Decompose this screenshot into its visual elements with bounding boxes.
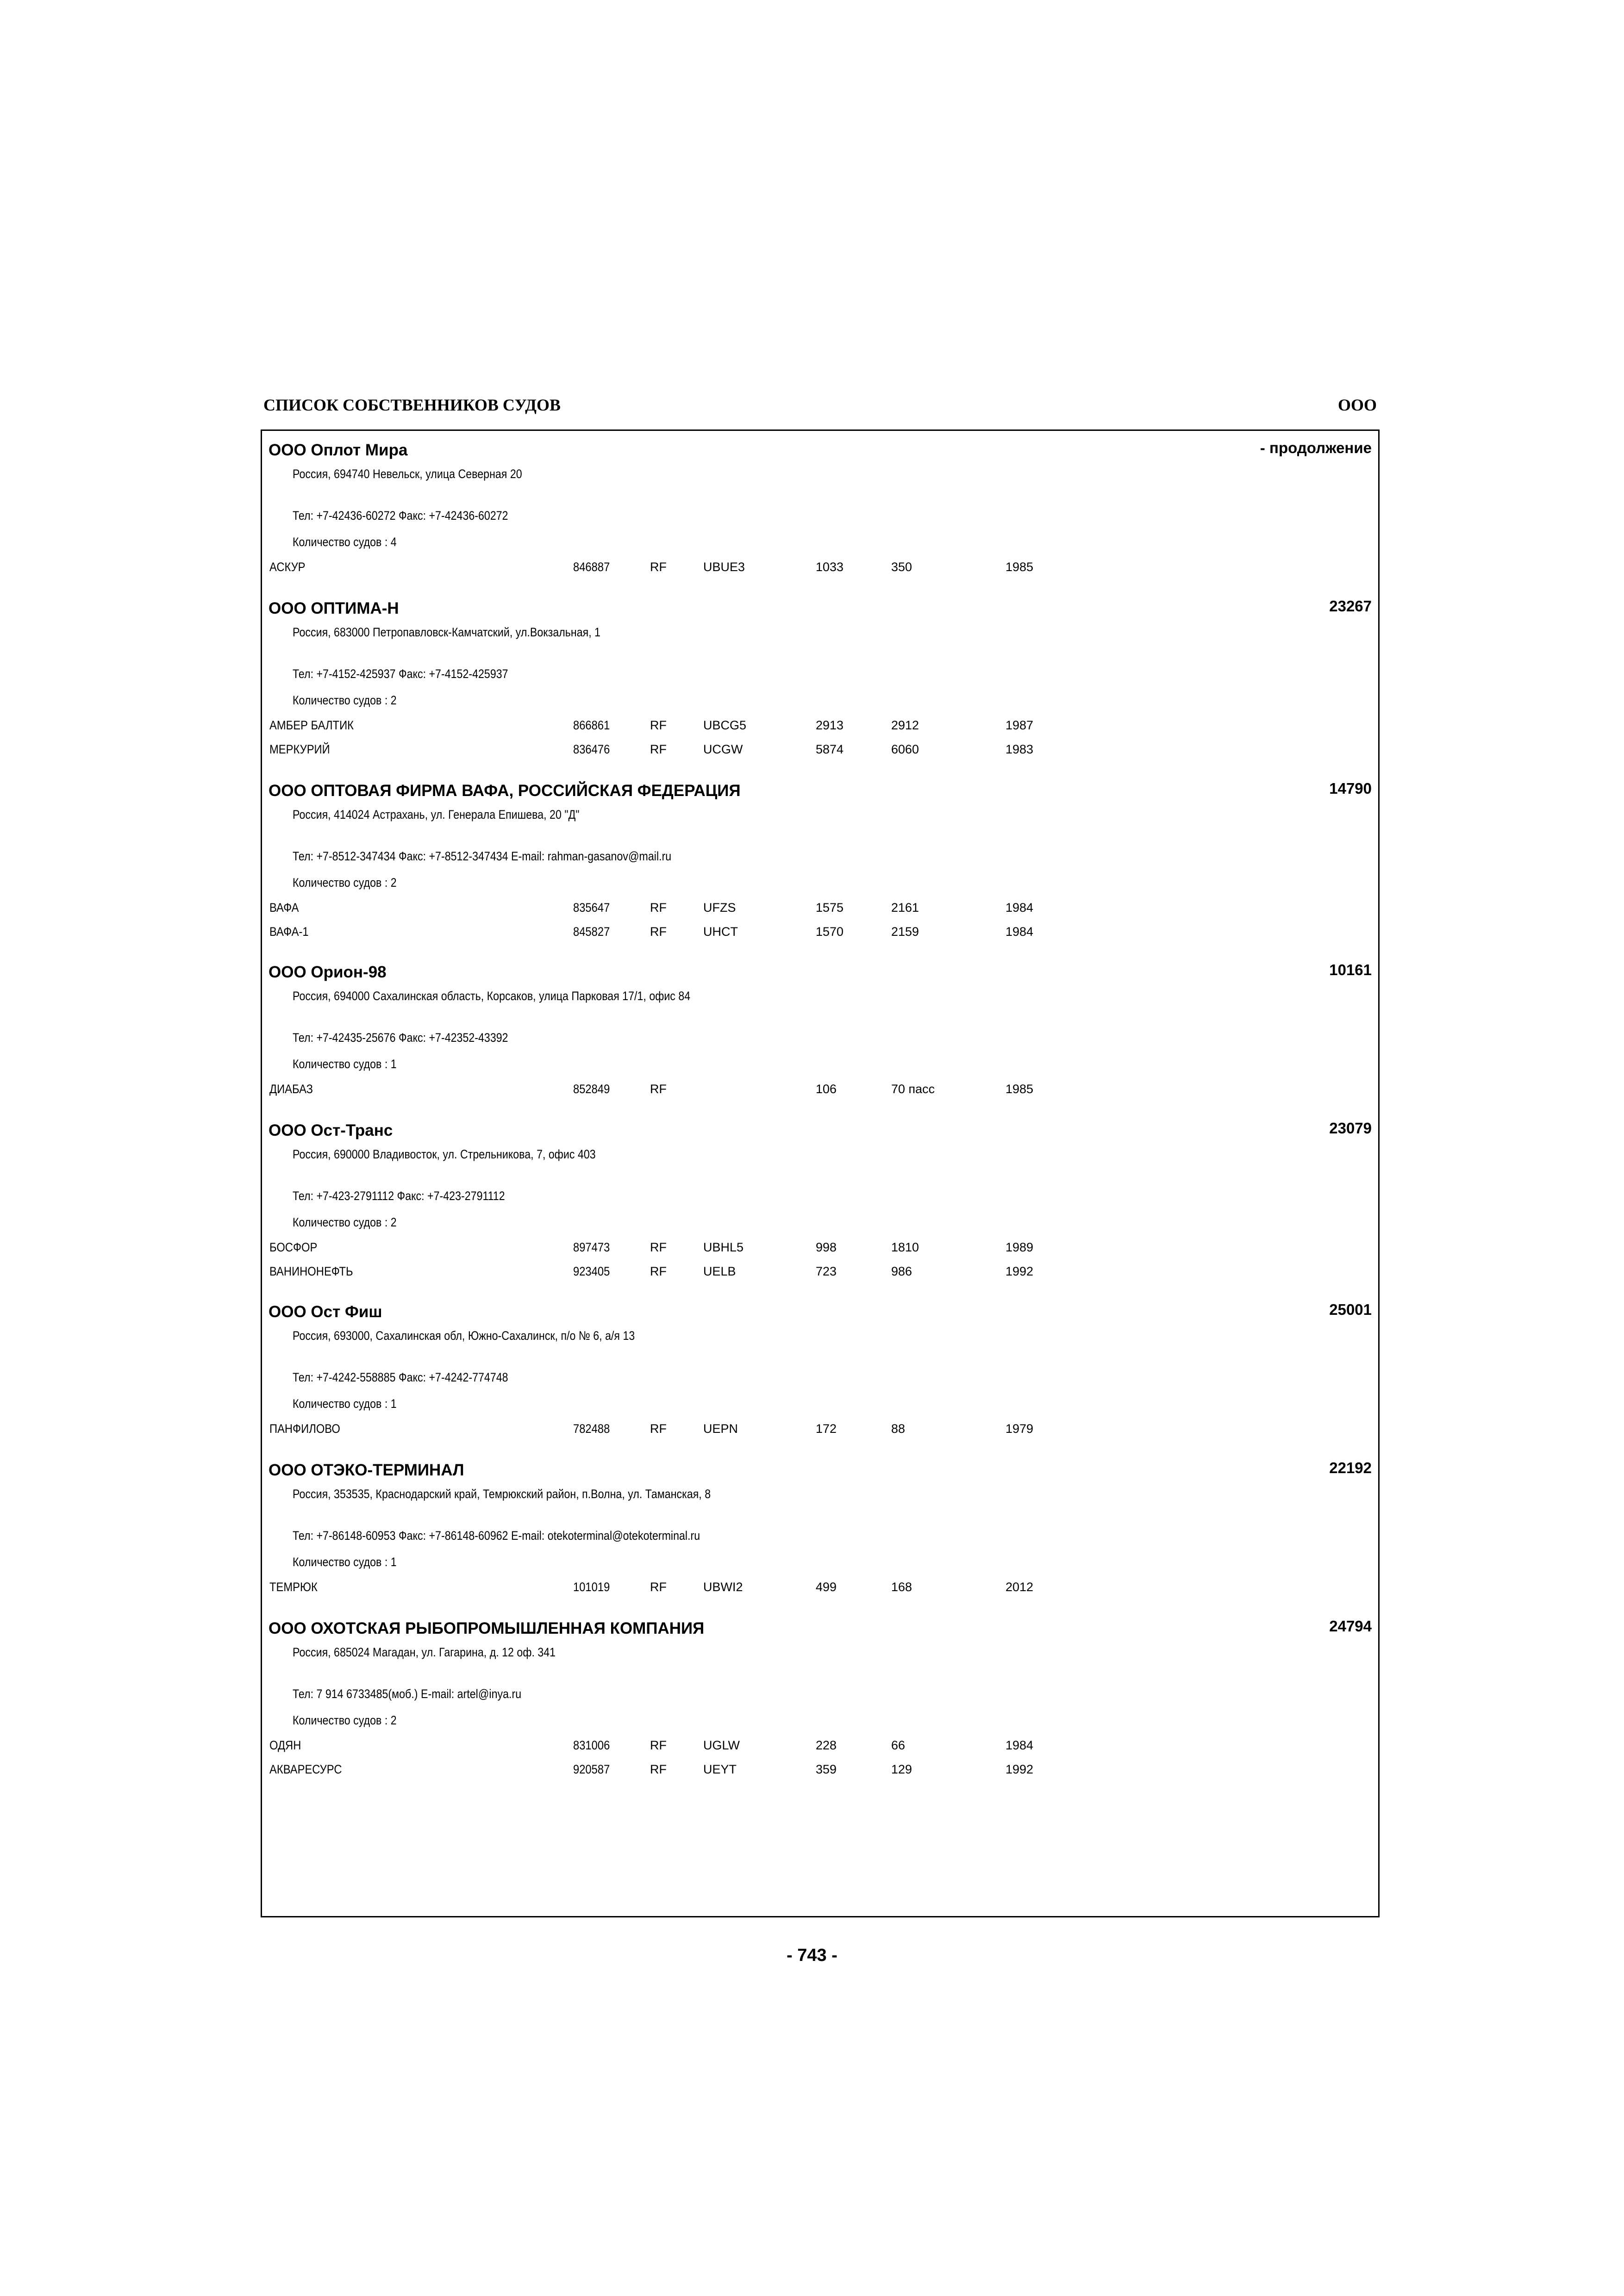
- company-name: ООО Оплот Мира: [269, 441, 408, 459]
- vessel-id: 897473: [573, 1240, 610, 1254]
- company-address: Россия, 683000 Петропавловск-Камчатский, ул.Вокзальная, 1: [293, 625, 601, 639]
- vessel-row: [262, 1762, 1378, 1781]
- vessel-gross-tonnage: 1570: [816, 925, 844, 939]
- vessel-flag: RF: [650, 901, 667, 915]
- vessel-build-year: 1992: [1006, 1264, 1034, 1278]
- vessel-row: [262, 1264, 1378, 1283]
- vessel-flag: RF: [650, 1082, 667, 1096]
- vessel-id: 836476: [573, 742, 610, 756]
- vessel-row: [262, 560, 1378, 579]
- company-code: 23267: [1329, 597, 1372, 615]
- vessel-deadweight: 129: [891, 1762, 912, 1776]
- company-contacts: Тел: +7-42436-60272 Факс: +7-42436-60272: [293, 509, 508, 523]
- vessel-deadweight: 2159: [891, 925, 919, 939]
- vessel-flag: RF: [650, 1580, 667, 1594]
- vessel-call-sign: UEYT: [703, 1762, 737, 1776]
- vessel-count: Количество судов : 1: [293, 1555, 397, 1569]
- vessel-gross-tonnage: 359: [816, 1762, 837, 1776]
- vessel-row: [262, 1738, 1378, 1757]
- vessel-count: Количество судов : 2: [293, 693, 397, 707]
- vessel-build-year: 1984: [1006, 1738, 1034, 1752]
- company-name: ООО Ост Фиш: [269, 1303, 382, 1321]
- page-number: - 743 -: [787, 1946, 837, 1965]
- company-code: 24794: [1329, 1618, 1372, 1635]
- vessel-id: 923405: [573, 1264, 610, 1278]
- vessel-call-sign: UCGW: [703, 742, 743, 756]
- company-contacts: Тел: +7-423-2791112 Факс: +7-423-2791112: [293, 1189, 505, 1203]
- vessel-deadweight: 66: [891, 1738, 906, 1752]
- vessel-deadweight: 70 пасс: [891, 1082, 935, 1096]
- section-letters: ООО: [1337, 396, 1377, 414]
- vessel-flag: RF: [650, 1762, 667, 1776]
- vessel-deadweight: 2161: [891, 901, 919, 915]
- vessel-id: 835647: [573, 901, 610, 915]
- company-name: ООО ОХОТСКАЯ РЫБОПРОМЫШЛЕННАЯ КОМПАНИЯ: [269, 1619, 705, 1637]
- vessel-name: ВАНИНОНЕФТЬ: [269, 1264, 353, 1278]
- register-title: СПИСОК СОБСТВЕННИКОВ СУДОВ: [263, 396, 561, 414]
- vessel-build-year: 1987: [1006, 718, 1034, 732]
- company-code: 23079: [1329, 1120, 1372, 1137]
- company-code: 14790: [1329, 780, 1372, 797]
- company-name: ООО Ост-Транс: [269, 1121, 393, 1139]
- vessel-gross-tonnage: 723: [816, 1264, 837, 1278]
- vessel-flag: RF: [650, 1422, 667, 1436]
- vessel-row: [262, 925, 1378, 943]
- company-address: Россия, 353535, Краснодарский край, Темрюкский район, п.Волна, ул. Таманская, 8: [293, 1487, 711, 1501]
- company-contacts: Тел: +7-42435-25676 Факс: +7-42352-43392: [293, 1031, 508, 1045]
- company-code: 22192: [1329, 1459, 1372, 1476]
- vessel-row: [262, 901, 1378, 919]
- vessel-flag: RF: [650, 925, 667, 939]
- vessel-row: [262, 742, 1378, 761]
- vessel-flag: RF: [650, 1738, 667, 1752]
- vessel-call-sign: UBHL5: [703, 1240, 744, 1254]
- vessel-id: 831006: [573, 1738, 610, 1752]
- vessel-deadweight: 350: [891, 560, 912, 574]
- vessel-build-year: 1983: [1006, 742, 1034, 756]
- vessel-build-year: 1979: [1006, 1422, 1034, 1436]
- company-name: ООО ОПТОВАЯ ФИРМА ВАФА, РОССИЙСКАЯ ФЕДЕРАЦИЯ: [269, 782, 741, 800]
- company-address: Россия, 414024 Астрахань, ул. Генерала Епишева, 20 "Д": [293, 808, 580, 821]
- vessel-name: ПАНФИЛОВО: [269, 1422, 340, 1436]
- vessel-name: БОСФОР: [269, 1240, 318, 1254]
- company-code: - продолжение: [1260, 439, 1372, 456]
- vessel-row: [262, 1580, 1378, 1599]
- vessel-deadweight: 1810: [891, 1240, 919, 1254]
- vessel-flag: RF: [650, 742, 667, 756]
- vessel-count: Количество судов : 1: [293, 1057, 397, 1071]
- vessel-name: АМБЕР БАЛТИК: [269, 718, 354, 732]
- vessel-deadweight: 986: [891, 1264, 912, 1278]
- company-contacts: Тел: 7 914 6733485(моб.) E-mail: artel@inya.ru: [293, 1687, 522, 1701]
- vessel-name: АСКУР: [269, 560, 306, 574]
- vessel-name: ТЕМРЮК: [269, 1580, 318, 1594]
- vessel-gross-tonnage: 1575: [816, 901, 844, 915]
- vessel-deadweight: 88: [891, 1422, 906, 1436]
- vessel-gross-tonnage: 228: [816, 1738, 837, 1752]
- company-address: Россия, 693000, Сахалинская обл, Южно-Сахалинск, п/о № 6, а/я 13: [293, 1329, 635, 1343]
- vessel-build-year: 1984: [1006, 901, 1034, 915]
- vessel-name: ДИАБАЗ: [269, 1082, 313, 1096]
- vessel-row: [262, 1240, 1378, 1259]
- vessel-id: 845827: [573, 925, 610, 939]
- vessel-flag: RF: [650, 1264, 667, 1278]
- company-address: Россия, 694740 Невельск, улица Северная 20: [293, 467, 522, 481]
- vessel-id: 852849: [573, 1082, 610, 1096]
- vessel-gross-tonnage: 106: [816, 1082, 837, 1096]
- running-header: [261, 395, 1380, 418]
- vessel-count: Количество судов : 4: [293, 535, 397, 549]
- vessel-build-year: 2012: [1006, 1580, 1034, 1594]
- register-frame: [261, 429, 1380, 1917]
- company-address: Россия, 685024 Магадан, ул. Гагарина, д. 12 оф. 341: [293, 1645, 556, 1659]
- vessel-flag: RF: [650, 1240, 667, 1254]
- vessel-call-sign: UHCT: [703, 925, 738, 939]
- vessel-id: 846887: [573, 560, 610, 574]
- vessel-deadweight: 168: [891, 1580, 912, 1594]
- vessel-gross-tonnage: 5874: [816, 742, 844, 756]
- vessel-call-sign: UEPN: [703, 1422, 738, 1436]
- vessel-row: [262, 718, 1378, 737]
- vessel-flag: RF: [650, 718, 667, 732]
- vessel-call-sign: UBUE3: [703, 560, 745, 574]
- vessel-gross-tonnage: 2913: [816, 718, 844, 732]
- company-name: ООО Орион-98: [269, 963, 387, 981]
- vessel-call-sign: UFZS: [703, 901, 736, 915]
- vessel-row: [262, 1422, 1378, 1440]
- vessel-id: 920587: [573, 1762, 610, 1776]
- vessel-gross-tonnage: 499: [816, 1580, 837, 1594]
- company-code: 10161: [1329, 961, 1372, 978]
- vessel-call-sign: UELB: [703, 1264, 736, 1278]
- vessel-flag: RF: [650, 560, 667, 574]
- vessel-count: Количество судов : 1: [293, 1397, 397, 1411]
- vessel-id: 782488: [573, 1422, 610, 1436]
- company-contacts: Тел: +7-4242-558885 Факс: +7-4242-774748: [293, 1370, 508, 1384]
- vessel-gross-tonnage: 172: [816, 1422, 837, 1436]
- company-contacts: Тел: +7-4152-425937 Факс: +7-4152-425937: [293, 667, 508, 681]
- vessel-count: Количество судов : 2: [293, 876, 397, 890]
- vessel-call-sign: UBWI2: [703, 1580, 743, 1594]
- vessel-name: ВАФА-1: [269, 925, 309, 939]
- company-contacts: Тел: +7-8512-347434 Факс: +7-8512-347434 E-mail: rahman-gasanov@mail.ru: [293, 849, 672, 863]
- vessel-row: [262, 1082, 1378, 1101]
- vessel-count: Количество судов : 2: [293, 1713, 397, 1727]
- company-contacts: Тел: +7-86148-60953 Факс: +7-86148-60962 E-mail: otekoterminal@otekoterminal.ru: [293, 1529, 700, 1543]
- vessel-name: ОДЯН: [269, 1738, 301, 1752]
- vessel-name: МЕРКУРИЙ: [269, 742, 330, 756]
- vessel-build-year: 1985: [1006, 560, 1034, 574]
- vessel-deadweight: 2912: [891, 718, 919, 732]
- company-address: Россия, 694000 Сахалинская область, Корсаков, улица Парковая 17/1, офис 84: [293, 989, 691, 1003]
- vessel-call-sign: UGLW: [703, 1738, 740, 1752]
- vessel-build-year: 1989: [1006, 1240, 1034, 1254]
- vessel-gross-tonnage: 998: [816, 1240, 837, 1254]
- vessel-name: ВАФА: [269, 901, 299, 915]
- company-code: 25001: [1329, 1301, 1372, 1318]
- vessel-build-year: 1985: [1006, 1082, 1034, 1096]
- vessel-deadweight: 6060: [891, 742, 919, 756]
- vessel-call-sign: UBCG5: [703, 718, 747, 732]
- vessel-id: 866861: [573, 718, 610, 732]
- vessel-gross-tonnage: 1033: [816, 560, 844, 574]
- company-name: ООО ОПТИМА-Н: [269, 599, 399, 617]
- vessel-build-year: 1984: [1006, 925, 1034, 939]
- vessel-count: Количество судов : 2: [293, 1215, 397, 1229]
- vessel-build-year: 1992: [1006, 1762, 1034, 1776]
- company-name: ООО ОТЭКО-ТЕРМИНАЛ: [269, 1461, 464, 1479]
- company-address: Россия, 690000 Владивосток, ул. Стрельникова, 7, офис 403: [293, 1147, 596, 1161]
- vessel-name: АКВАРЕСУРС: [269, 1762, 342, 1776]
- vessel-id: 101019: [573, 1580, 610, 1594]
